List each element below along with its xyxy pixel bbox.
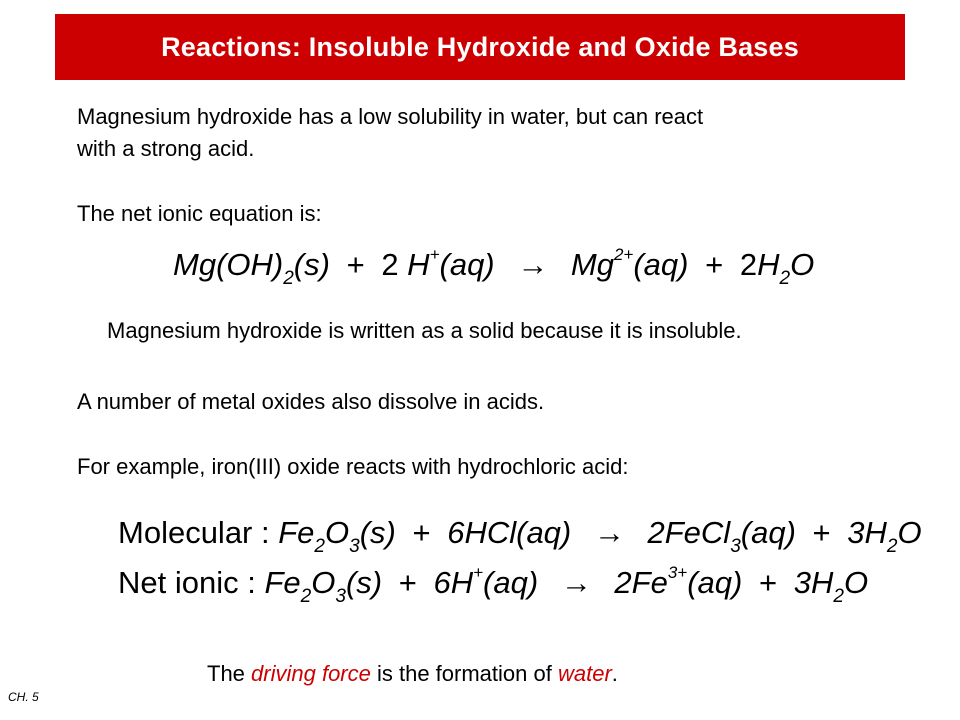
water-emphasis: water (557, 661, 612, 686)
example-line: For example, iron(III) oxide reacts with hydrochloric acid: (77, 454, 629, 479)
plus-sign: + (759, 565, 778, 600)
product-water: $2H_2O$ (739, 247, 815, 289)
title-banner (55, 14, 905, 80)
molecular-equation (118, 513, 922, 557)
reactant-h-plus: 6H+(aq) (433, 563, 539, 600)
reactant-hcl: 6HCl(aq) (447, 515, 572, 550)
slide-title: Reactions: Insoluble Hydroxide and Oxide Bases (161, 31, 799, 62)
net-ionic-equation (118, 563, 869, 607)
intro-line-1: Magnesium hydroxide has a low solubility in water, but can react (77, 104, 704, 129)
reactant-fe2o3: $Fe_2O_3(s)$ (278, 515, 396, 557)
driving-force-line: The driving force is the formation of water. (207, 661, 618, 686)
mg-hydroxide-equation (173, 245, 815, 289)
reactant-mg-oh2: $Mg(OH)_2(s)$ (173, 247, 330, 289)
reaction-arrow: → (517, 247, 549, 282)
product-mg-ion: $Mg^{2+}(aq)$ (570, 245, 689, 282)
intro-line-2: with a strong acid. (77, 136, 255, 161)
reaction-arrow: → (560, 565, 592, 600)
product-fecl3: 2FeCl$_3$(aq) (647, 515, 796, 557)
net-ionic-intro: The net ionic equation is: (77, 201, 322, 226)
reactant-fe2o3: $Fe_2O_3(s)$ (264, 565, 383, 607)
plus-sign: + (705, 247, 724, 282)
product-water: $3H_2O$ (847, 515, 922, 557)
product-fe-ion: $2Fe^{3+}(aq)$ (614, 563, 743, 600)
net-ionic-label: Net ionic : (118, 565, 256, 600)
driving-force-emphasis: driving force (251, 661, 371, 686)
plus-sign: + (398, 565, 417, 600)
reaction-arrow: → (593, 515, 625, 550)
chapter-label: CH. 5 (8, 690, 39, 704)
reactant-h-plus: 2 H+(aq) (381, 245, 495, 282)
solid-note: Magnesium hydroxide is written as a solid because it is insoluble. (107, 318, 742, 343)
metal-oxides-line: A number of metal oxides also dissolve in acids. (77, 389, 545, 414)
plus-sign: + (812, 515, 831, 550)
molecular-label: Molecular : (118, 515, 270, 550)
product-water: $3H_2O$ (793, 565, 869, 607)
plus-sign: + (412, 515, 431, 550)
plus-sign: + (346, 247, 365, 282)
